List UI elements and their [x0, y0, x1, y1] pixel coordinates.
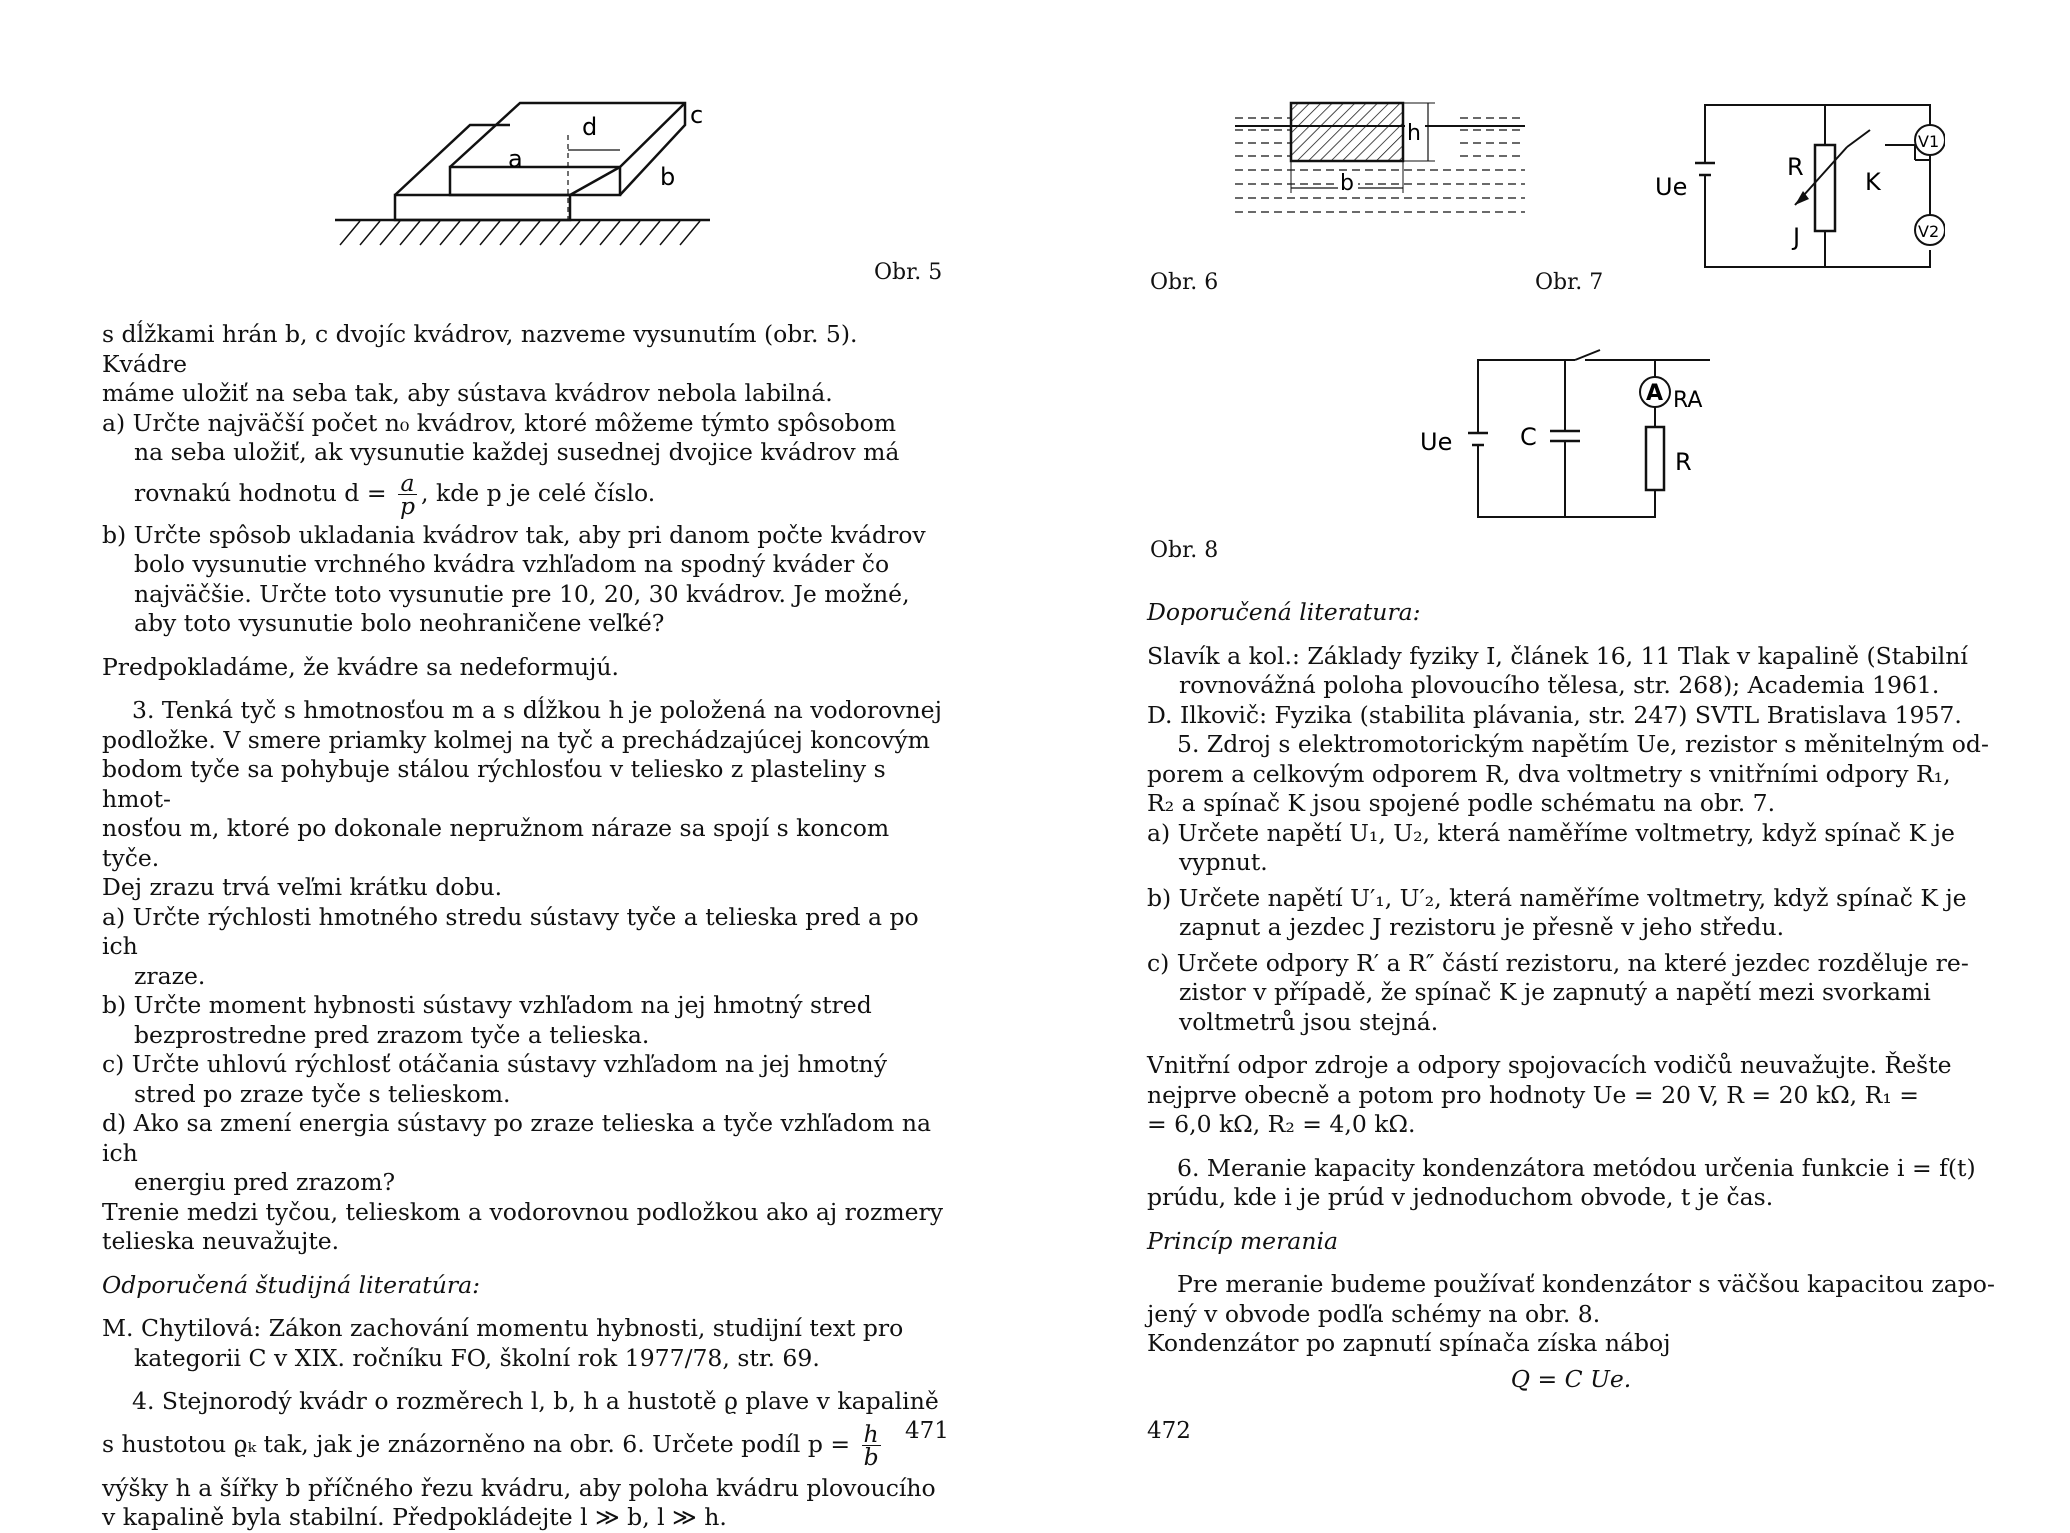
fig7-label-k: K [1865, 168, 1881, 196]
fig5-caption: Obr. 5 [874, 260, 943, 285]
fig7-label-v1: V1 [1918, 132, 1940, 151]
problem-3-line: 3. Tenká tyč s hmotnosťou m a s dĺžkou h je položená na vodorovnej [132, 696, 942, 724]
item-b-line: najväčšie. Určte toto vysunutie pre 10, 20, 30 kvádrov. Je možné, [134, 579, 910, 608]
fig8-caption: Obr. 8 [1150, 538, 1219, 563]
fig6-label-b: b [1340, 171, 1354, 196]
problem-3-item-a: a) Určte rýchlosti hmotného stredu sústavy tyče a telieska pred a po ich [102, 902, 919, 960]
literature-heading: Odporučená študijná literatúra: [102, 1270, 481, 1299]
problem-3-item-c: c) Určte uhlovú rýchlosť otáčania sústavy vzhľadom na jej hmotný [102, 1050, 887, 1078]
frac-numerator: h [863, 1419, 879, 1448]
problem-5-item-b: b) Určete napětí U′₁, U′₂, která naměříme voltmetry, když spínač K je [1147, 883, 1967, 912]
problem-3-item-a: zraze. [134, 961, 206, 990]
problem-5-note: nejprve obecně a potom pro hodnoty Ue = 20 V, R = 20 kΩ, R₁ = [1147, 1080, 1919, 1109]
problem-5-line: R₂ a spínač K jsou spojené podle schématu na obr. 7. [1147, 789, 1776, 817]
literature-entry: D. Ilkovič: Fyzika (stabilita plávania, str. 247) SVTL Bratislava 1957. [1147, 700, 1962, 729]
fig6-caption: Obr. 6 [1150, 270, 1219, 295]
fig5-label-c: c [690, 101, 704, 129]
problem-4-line: v kapalině byla stabilní. Předpokládejte l ≫ b, l ≫ h. [102, 1503, 727, 1531]
problem-5-line: porem a celkovým odporem R, dva voltmetry s vnitřními odpory R₁, [1147, 759, 1951, 788]
problem-3-item-d: d) Ako sa zmení energia sústavy po zraze telieska a tyče vzhľadom na ich [102, 1109, 931, 1167]
charge-formula: Q = C Ue. [1510, 1364, 1632, 1393]
fig7-caption: Obr. 7 [1535, 270, 1604, 295]
literature-entry: rovnovážná poloha plovoucího tělesa, str. 268); Academia 1961. [1179, 671, 1940, 699]
item-a-formula-pre: rovnakú hodnotu d = [134, 478, 387, 507]
frac-numerator: a [398, 472, 417, 495]
problem-5-item-a: vypnut. [1179, 848, 1268, 876]
problem-6-line: prúdu, kde i je prúd v jednoduchom obvode, t je čas. [1147, 1183, 1774, 1211]
principle-heading: Princíp merania [1147, 1226, 1338, 1255]
left-page-body [102, 320, 947, 1533]
right-page-body [1147, 598, 1995, 1394]
literature-entry: kategorii C v XIX. ročníku FO, školní rok 1977/78, str. 69. [134, 1343, 820, 1372]
principle-line: jený v obvode podľa schémy na obr. 8. [1147, 1299, 1601, 1328]
fig5-label-d: d [582, 113, 598, 141]
figure-8-circuit [1390, 345, 1710, 525]
item-a-line: na seba uložiť, ak vysunutie každej susednej dvojice kvádrov má [134, 438, 900, 466]
figure-6-floating-block [1235, 98, 1535, 238]
principle-line: Pre meranie budeme používať kondenzátor s väčšou kapacitou zapo- [1177, 1270, 1995, 1298]
fig8-label-r: R [1675, 448, 1692, 476]
fig8-label-ue: Ue [1420, 428, 1453, 456]
problem-5-note: = 6,0 kΩ, R₂ = 4,0 kΩ. [1147, 1110, 1416, 1138]
problem-4-line: výšky h a šířky b příčného řezu kvádru, aby poloha kvádru plovoucího [102, 1473, 936, 1502]
fig7-label-r: R [1787, 153, 1804, 181]
principle-line: Kondenzátor po zapnutí spínača získa náboj [1147, 1329, 1671, 1357]
problem-6-line: 6. Meranie kapacity kondenzátora metódou určenia funkcie i = f(t) [1177, 1153, 1976, 1182]
problem-5-item-c: zistor v případě, že spínač K je zapnutý a napětí mezi svorkami [1179, 978, 1931, 1006]
left-page [0, 0, 1035, 1531]
problem-5-note: Vnitřní odpor zdroje a odpory spojovacích vodičů neuvažujte. Řešte [1147, 1051, 1952, 1079]
fig8-label-ra: RA [1673, 388, 1703, 413]
friction-note: Trenie medzi tyčou, telieskom a vodorovnou podložkou ako aj rozmery [102, 1197, 944, 1226]
recommended-literature-heading: Doporučená literatura: [1147, 598, 1421, 626]
problem-5-line: 5. Zdroj s elektromotorickým napětím Ue, rezistor s měnitelným od- [1177, 730, 1989, 758]
problem-4-formula-pre: s hustotou ϱₖ tak, jak je znázorněno na obr. 6. Určete podíl p = [102, 1429, 851, 1458]
fig7-label-v2: V2 [1918, 222, 1940, 241]
fig8-label-c: C [1520, 423, 1537, 451]
fig7-label-j: J [1793, 223, 1801, 251]
problem-3-item-d: energiu pred zrazom? [134, 1168, 396, 1196]
assumption: Predpokladáme, že kvádre sa nedeformujú. [102, 652, 619, 681]
fig5-label-b: b [660, 163, 676, 191]
item-b-line: aby toto vysunutie bolo neohraničene veľké? [134, 609, 665, 637]
problem-3-item-b: b) Určte moment hybnosti sústavy vzhľadom na jej hmotný stred [102, 991, 872, 1019]
figure-5-stacked-blocks [330, 95, 730, 255]
problem-3-line: bodom tyče sa pohybuje stálou rýchlosťou v teliesko z plasteliny s hmot- [102, 755, 886, 813]
problem-4-line: 4. Stejnorodý kvádr o rozměrech l, b, h a hustotě ϱ plave v kapalině [132, 1387, 939, 1415]
friction-note: telieska neuvažujte. [102, 1227, 340, 1255]
item-a-formula-line [102, 468, 947, 520]
problem-4-fraction [862, 1419, 881, 1471]
problem-5-item-c: c) Určete odpory R′ a R″ částí rezistoru, na které jezdec rozděluje re- [1147, 948, 1969, 977]
fig8-label-a: A [1646, 381, 1664, 406]
item-a-line: a) Určte najväčší počet n₀ kvádrov, ktoré môžeme týmto spôsobom [102, 408, 896, 437]
intro-line: máme uložiť na seba tak, aby sústava kvádrov nebola labilná. [102, 379, 833, 407]
page-number-right: 472 [1147, 1418, 1191, 1444]
problem-3-line: nosťou m, ktoré po dokonale nepružnom náraze sa spojí s koncom tyče. [102, 814, 890, 872]
figure-7-circuit [1615, 95, 1945, 275]
problem-5-item-a: a) Určete napětí U₁, U₂, která naměříme voltmetry, když spínač K je [1147, 818, 1955, 847]
problem-3-line: Dej zrazu trvá veľmi krátku dobu. [102, 873, 503, 901]
problem-3-item-b: bezprostredne pred zrazom tyče a telieska. [134, 1020, 650, 1049]
page-number-left: 471 [905, 1418, 949, 1444]
item-b-line: bolo vysunutie vrchného kvádra vzhľadom na spodný kváder čo [134, 550, 890, 578]
fig6-label-h: h [1407, 121, 1421, 146]
item-a-formula-post: , kde p je celé číslo. [421, 478, 656, 507]
item-a-fraction [398, 468, 417, 520]
frac-denominator: p [400, 491, 416, 520]
problem-3-item-c: stred po zraze tyče s telieskom. [134, 1079, 511, 1108]
right-page [1035, 0, 2070, 1500]
problem-4-formula-line [102, 1419, 947, 1471]
fig7-label-ue: Ue [1655, 173, 1688, 201]
fig5-label-a: a [508, 145, 523, 173]
frac-denominator: b [863, 1442, 879, 1471]
intro-line: s dĺžkami hrán b, c dvojíc kvádrov, nazveme vysunutím (obr. 5). Kvádre [102, 320, 858, 378]
problem-5-item-b: zapnut a jezdec J rezistoru je přesně v jeho středu. [1179, 913, 1785, 941]
problem-3-line: podložke. V smere priamky kolmej na tyč a prechádzajúcej koncovým [102, 725, 930, 754]
problem-5-item-c: voltmetrů jsou stejná. [1179, 1007, 1439, 1036]
literature-entry: M. Chytilová: Zákon zachování momentu hybnosti, studijní text pro [102, 1314, 904, 1342]
literature-entry: Slavík a kol.: Základy fyziky I, článek 16, 11 Tlak v kapalině (Stabilní [1147, 641, 1968, 670]
item-b-line: b) Určte spôsob ukladania kvádrov tak, aby pri danom počte kvádrov [102, 520, 926, 549]
